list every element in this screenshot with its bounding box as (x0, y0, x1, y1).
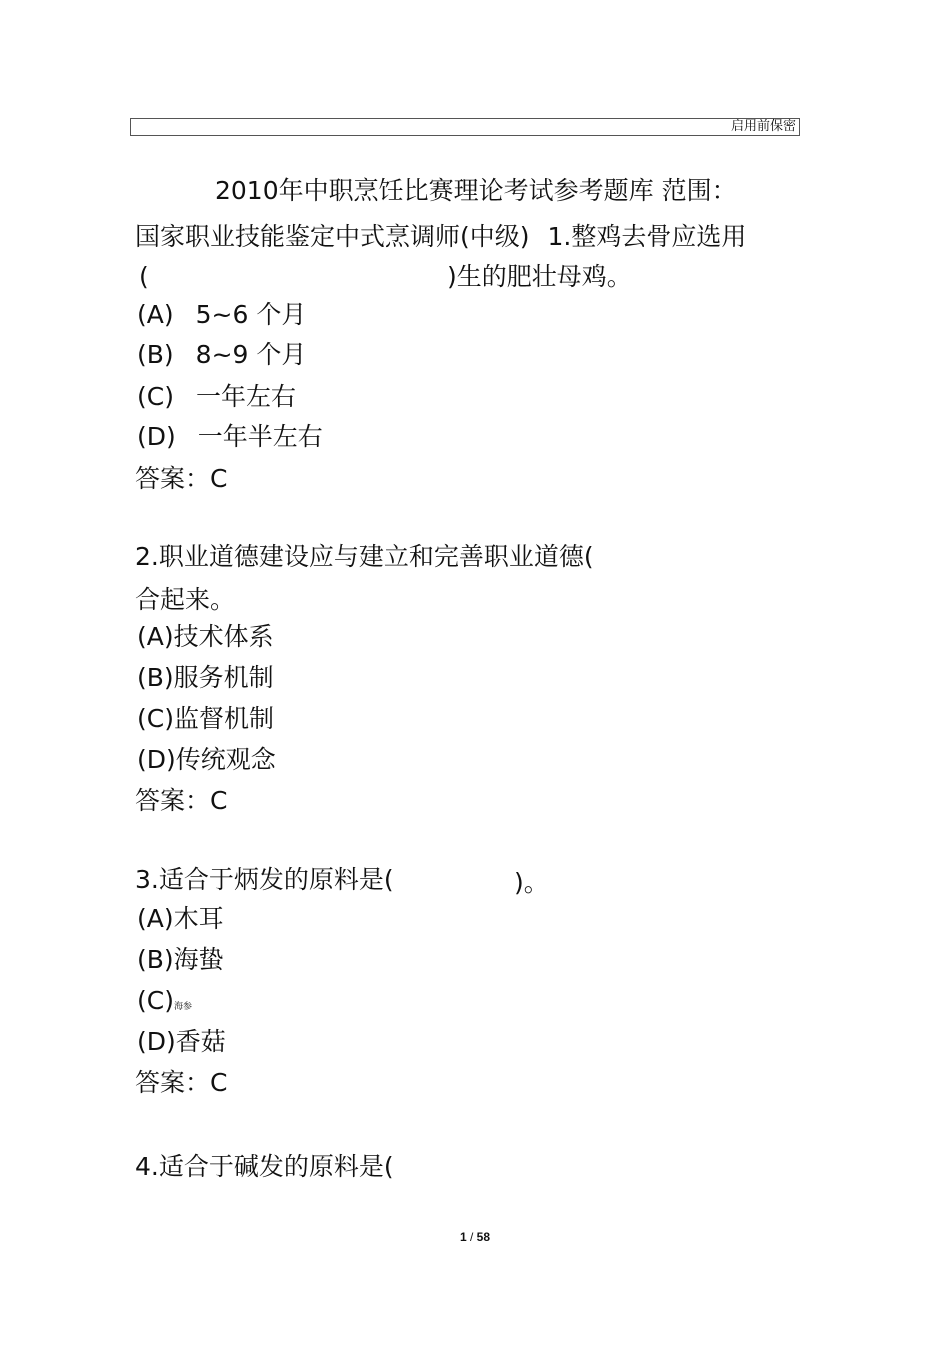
q2-option-b: (B)服务机制 (137, 663, 274, 692)
q3-option-a: (A)木耳 (137, 904, 224, 933)
q4-stem: 4.适合于碱发的原料是( (135, 1152, 394, 1181)
q2-answer: 答案：C (135, 786, 228, 815)
confidential-label: 启用前保密 (730, 119, 796, 134)
q3-stem-close: )。 (514, 868, 549, 897)
page-current: 1 (459, 1230, 467, 1244)
q1-answer: 答案：C (135, 464, 228, 493)
q1-option-a: (A) 5~6 个月 (137, 300, 307, 329)
q3-option-b: (B)海蛰 (137, 945, 224, 974)
q1-stem-line2: )生的肥壮母鸡。 (447, 262, 632, 291)
q1-number: 1. (547, 222, 572, 251)
q3-option-c: (C)海参 (137, 986, 192, 1015)
confidential-header-box (130, 118, 800, 136)
q2-option-c: (C)监督机制 (137, 704, 274, 733)
page-separator: / (469, 1230, 474, 1244)
q3-option-d: (D)香菇 (137, 1027, 226, 1056)
q1-option-c: (C) 一年左右 (137, 382, 296, 411)
q2-stem-line1: 2.职业道德建设应与建立和完善职业道德( (135, 542, 594, 571)
q4-number: 4 (135, 1152, 151, 1181)
q1-stem-line1: 整鸡去骨应选用 (571, 222, 747, 251)
q2-option-d: (D)传统观念 (137, 745, 276, 774)
title-year: 2010 (215, 176, 279, 205)
title-text: 年中职烹饪比赛理论考试参考题库 范围： (278, 176, 737, 205)
q2-answer-value: C (210, 786, 228, 815)
q2-option-a: (A)技术体系 (137, 622, 274, 651)
q3-stem: 3.适合于炳发的原料是( (135, 865, 394, 894)
title-line-1 (215, 176, 737, 206)
q1-option-d: (D) 一年半左右 (137, 422, 323, 451)
q1-open-paren: ( (139, 262, 149, 291)
title-scope: 国家职业技能鉴定中式烹调师(中级) (135, 222, 530, 251)
q2-stem-line2: 合起来。 (135, 585, 236, 614)
q3-answer-value: C (210, 1068, 228, 1097)
q3-number: 3 (135, 865, 151, 894)
title-line-2 (135, 222, 746, 252)
page-number (0, 1230, 950, 1244)
page-total: 58 (476, 1230, 491, 1244)
q1-answer-value: C (210, 464, 228, 493)
q1-option-b: (B) 8~9 个月 (137, 340, 307, 369)
q3-answer: 答案：C (135, 1068, 228, 1097)
q2-number: 2 (135, 542, 151, 571)
